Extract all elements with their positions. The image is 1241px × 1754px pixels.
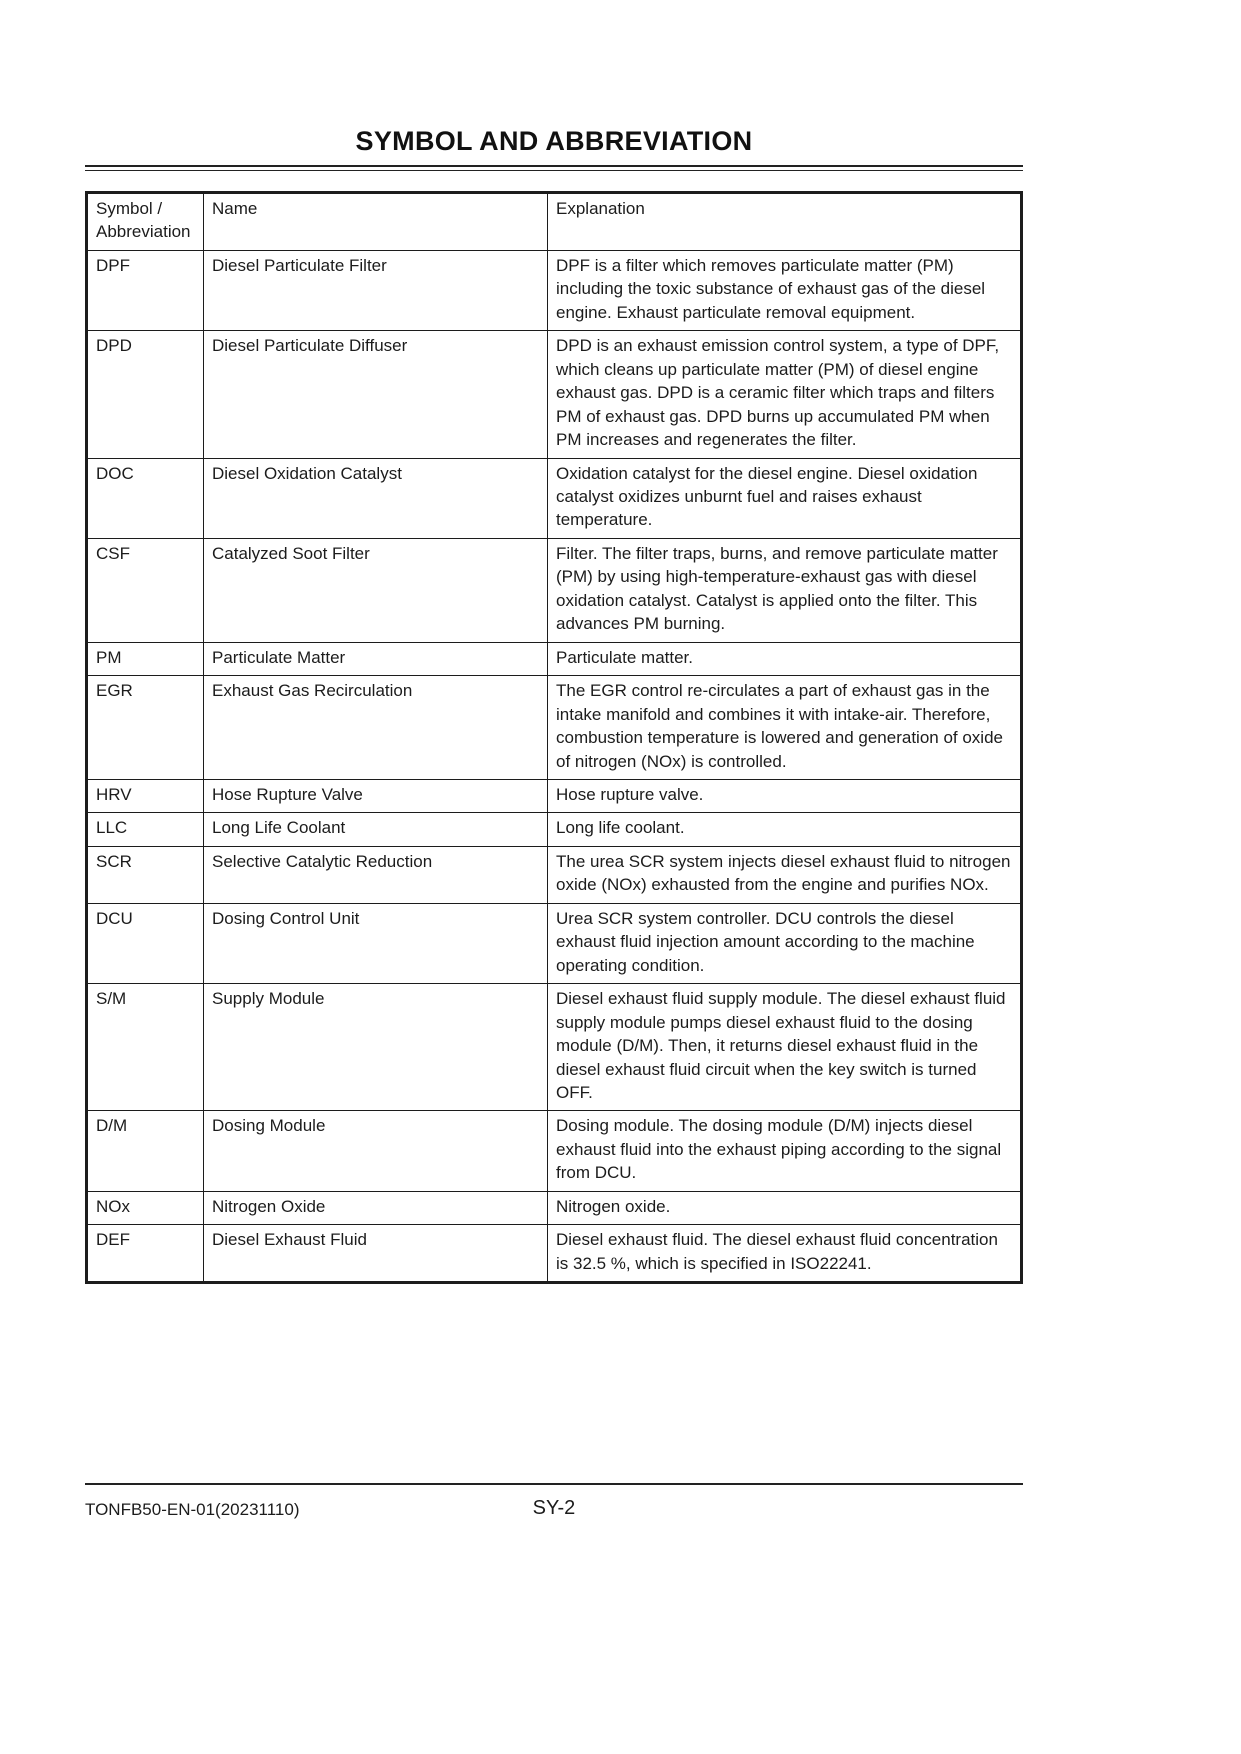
explanation-cell: Nitrogen oxide.	[548, 1191, 1022, 1224]
symbol-cell: NOx	[87, 1191, 204, 1224]
name-cell: Exhaust Gas Recirculation	[204, 676, 548, 780]
symbol-cell: DOC	[87, 458, 204, 538]
abbreviation-table-body	[87, 250, 1022, 1282]
table-row	[87, 813, 1022, 846]
explanation-cell: Urea SCR system controller. DCU controls the diesel exhaust fluid injection amount according to the machine operating condition.	[548, 903, 1022, 983]
explanation-cell: Long life coolant.	[548, 813, 1022, 846]
header-symbol-abbreviation: Symbol / Abbreviation	[87, 193, 204, 251]
name-cell: Diesel Exhaust Fluid	[204, 1225, 548, 1283]
footer-divider	[85, 1483, 1023, 1485]
name-cell: Diesel Particulate Filter	[204, 250, 548, 330]
symbol-cell: PM	[87, 642, 204, 675]
symbol-cell: DPD	[87, 331, 204, 458]
title-divider	[85, 165, 1023, 171]
symbol-cell: DEF	[87, 1225, 204, 1283]
explanation-cell: Oxidation catalyst for the diesel engine. Diesel oxidation catalyst oxidizes unburnt fuel and raises exhaust temperature.	[548, 458, 1022, 538]
table-row	[87, 903, 1022, 983]
table-row	[87, 1111, 1022, 1191]
table-row	[87, 1191, 1022, 1224]
symbol-cell: S/M	[87, 984, 204, 1111]
explanation-cell: Dosing module. The dosing module (D/M) injects diesel exhaust fluid into the exhaust piping according to the signal from DCU.	[548, 1111, 1022, 1191]
name-cell: Supply Module	[204, 984, 548, 1111]
table-row	[87, 538, 1022, 642]
symbol-cell: DCU	[87, 903, 204, 983]
table-row	[87, 779, 1022, 812]
name-cell: Hose Rupture Valve	[204, 779, 548, 812]
abbreviation-table-header	[87, 193, 1022, 251]
name-cell: Diesel Particulate Diffuser	[204, 331, 548, 458]
table-row	[87, 458, 1022, 538]
footer-page-number: SY-2	[532, 1497, 576, 1519]
name-cell: Nitrogen Oxide	[204, 1191, 548, 1224]
header-name: Name	[204, 193, 548, 251]
explanation-cell: Filter. The filter traps, burns, and remove particulate matter (PM) by using high-temperature-exhaust gas with diesel oxidation catalyst. Catalyst is applied onto the filter. This advances PM burning.	[548, 538, 1022, 642]
header-row	[87, 193, 1022, 251]
abbreviation-table	[85, 191, 1023, 1284]
explanation-cell: The EGR control re-circulates a part of exhaust gas in the intake manifold and combines it with intake-air. Therefore, combustion temperature is lowered and generation of oxide of nitrogen (NOx) is controlled.	[548, 676, 1022, 780]
explanation-cell: Hose rupture valve.	[548, 779, 1022, 812]
document-page	[85, 0, 1023, 1754]
symbol-cell: LLC	[87, 813, 204, 846]
page-footer	[85, 1496, 1023, 1526]
name-cell: Long Life Coolant	[204, 813, 548, 846]
explanation-cell: DPD is an exhaust emission control system, a type of DPF, which cleans up particulate matter (PM) of diesel engine exhaust gas. DPD is a ceramic filter which traps and filters PM of exhaust gas. DPD burns up accumulated PM when PM increases and regenerates the filter.	[548, 331, 1022, 458]
table-row	[87, 250, 1022, 330]
symbol-cell: D/M	[87, 1111, 204, 1191]
name-cell: Catalyzed Soot Filter	[204, 538, 548, 642]
explanation-cell: The urea SCR system injects diesel exhaust fluid to nitrogen oxide (NOx) exhausted from the engine and purifies NOx.	[548, 846, 1022, 903]
table-row	[87, 846, 1022, 903]
table-row	[87, 676, 1022, 780]
name-cell: Diesel Oxidation Catalyst	[204, 458, 548, 538]
name-cell: Selective Catalytic Reduction	[204, 846, 548, 903]
table-row	[87, 642, 1022, 675]
symbol-cell: HRV	[87, 779, 204, 812]
footer-doc-code: TONFB50-EN-01(20231110)	[85, 1500, 300, 1519]
symbol-cell: CSF	[87, 538, 204, 642]
table-row	[87, 331, 1022, 458]
name-cell: Particulate Matter	[204, 642, 548, 675]
name-cell: Dosing Module	[204, 1111, 548, 1191]
explanation-cell: Particulate matter.	[548, 642, 1022, 675]
explanation-cell: Diesel exhaust fluid. The diesel exhaust fluid concentration is 32.5 %, which is specified in ISO22241.	[548, 1225, 1022, 1283]
header-explanation: Explanation	[548, 193, 1022, 251]
symbol-cell: EGR	[87, 676, 204, 780]
symbol-cell: SCR	[87, 846, 204, 903]
table-row	[87, 984, 1022, 1111]
explanation-cell: Diesel exhaust fluid supply module. The diesel exhaust fluid supply module pumps diesel exhaust fluid to the dosing module (D/M). Then, it returns diesel exhaust fluid in the diesel exhaust fluid circuit when the key switch is turned OFF.	[548, 984, 1022, 1111]
symbol-cell: DPF	[87, 250, 204, 330]
name-cell: Dosing Control Unit	[204, 903, 548, 983]
page-title: SYMBOL AND ABBREVIATION	[355, 126, 753, 156]
explanation-cell: DPF is a filter which removes particulate matter (PM) including the toxic substance of exhaust gas of the diesel engine. Exhaust particulate removal equipment.	[548, 250, 1022, 330]
table-row	[87, 1225, 1022, 1283]
